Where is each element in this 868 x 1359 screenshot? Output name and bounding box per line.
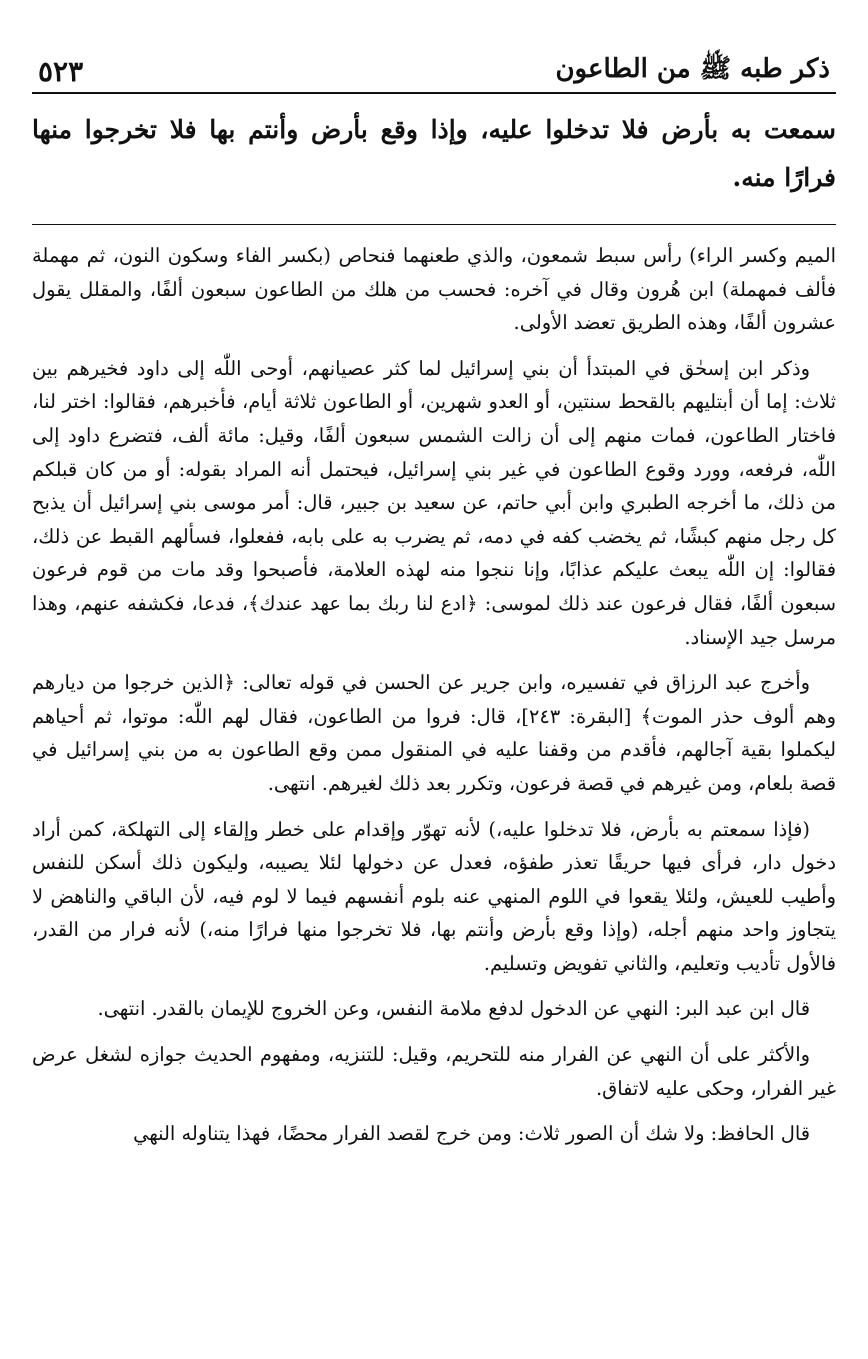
footnote-divider bbox=[32, 224, 836, 225]
commentary-paragraph: والأكثر على أن النهي عن الفرار منه للتحريم، وقيل: للتنزيه، ومفهوم الحديث جوازه لشغل عرض غير الفرار، وحكى عليه لاتفاق. bbox=[32, 1043, 836, 1100]
running-title: ذكر طبه ﷺ من الطاعون bbox=[555, 54, 830, 84]
commentary-paragraph: وذكر ابن إسحٰق في المبتدأ أن بني إسرائيل لما كثر عصيانهم، أوحى اللّٰه إلى داود فخيرهم بين ثلاث: إما أن أبتليهم بالقحط سنتين، أو العدو شهرين، أو الطاعون ثلاثة أيام، فأخبرهم، فقالوا: اختر لنا، فاختار الطاعون، فمات منهم إلى أن زالت الشمس سبعون ألفًا، وقيل: مائة ألف، فتضرع داود إلى اللّٰه، فرفعه، وورد وقوع الطاعون في غير بني إسرائيل، فيحتمل أنه المراد بقوله: أو من كان قبلكم من ذلك، ما أخرجه الطبري وابن أبي حاتم، عن سعيد بن جبير، قال: أمر موسى بني إسرائيل أن يذبح كل رجل منهم كبشًا، ثم يخضب كفه في دمه، ثم يضرب به على بابه، ففعلوا، فسألهم القبط عن ذلك، فقالوا: إن اللّٰه يبعث عليكم عذابًا، وإنا ننجوا منه لهذه العلامة، فأصبحوا وقد مات من قوم فرعون سبعون ألفًا، فقال فرعون عند ذلك لموسى: ﴿ادع لنا ربك بما عهد عندك﴾، فدعا، فكشفه عنهم، وهذا مرسل جيد الإسناد. bbox=[32, 356, 836, 649]
commentary-paragraph: قال الحافظ: ولا شك أن الصور ثلاث: ومن خرج لقصد الفرار محضًا، فهذا يتناوله النهي bbox=[133, 1122, 810, 1146]
commentary-paragraph: وأخرج عبد الرزاق في تفسيره، وابن جرير عن الحسن في قوله تعالى: ﴿الذين خرجوا من ديارهم وهم ألوف حذر الموت﴾ [البقرة: ٢٤٣]، قال: فروا من الطاعون، فقال لهم اللّٰه: موتوا، ثم أحياهم ليكملوا بقية آجالهم، فأقدم من وقفنا عليه في المنقول ممن وقع الطاعون به من بني إسرائيل في قصة بلعام، ومن غيرهم في قصة فرعون، وتكرر بعد ذلك لغيرهم. انتهى. bbox=[32, 671, 836, 795]
commentary-paragraph: الميم وكسر الراء) رأس سبط شمعون، والذي طعنهما فنحاص (بكسر الفاء وسكون النون، ثم مهملة فألف فمهملة) ابن هُرون وقال في آخره: فحسب من هلك من الطاعون سبعون ألفًا، والمقلل يقول عشرون ألفًا، وهذه الطريق تعضد الأولى. bbox=[32, 244, 836, 335]
main-hadith-text: سمعت به بأرض فلا تدخلوا عليه، وإذا وقع بأرض وأنتم بها فلا تخرجوا منها فرارًا منه. bbox=[32, 115, 836, 192]
book-page bbox=[32, 50, 836, 1151]
page-header bbox=[32, 50, 836, 94]
commentary-section bbox=[32, 239, 836, 1151]
commentary-paragraph: قال ابن عبد البر: النهي عن الدخول لدفع ملامة النفس، وعن الخروج للإيمان بالقدر. انتهى. bbox=[97, 997, 810, 1021]
commentary-paragraph: (فإذا سمعتم به بأرض، فلا تدخلوا عليه،) لأنه تهوّر وإقدام على خطر وإلقاء إلى التهلكة، كمن أراد دخول دار، فرأى فيها حريقًا تعذر طفؤه، فعدل عن دخولها لئلا يصيبه، وليكون ذلك أسكن للنفس وأطيب للعيش، ولئلا يقعوا في اللوم المنهي عنه بلوم أنفسهم فيما لا لوم فيه، لأن الباقي والناهض لا يتجاوز واحد منهم أجله، (وإذا وقع بأرض وأنتم بها، فلا تخرجوا منها فرارًا منه،) لأنه فرار من القدر، فالأول تأديب وتعليم، والثاني تفويض وتسليم. bbox=[32, 817, 836, 975]
page-number: ٥٢٣ bbox=[38, 54, 84, 88]
